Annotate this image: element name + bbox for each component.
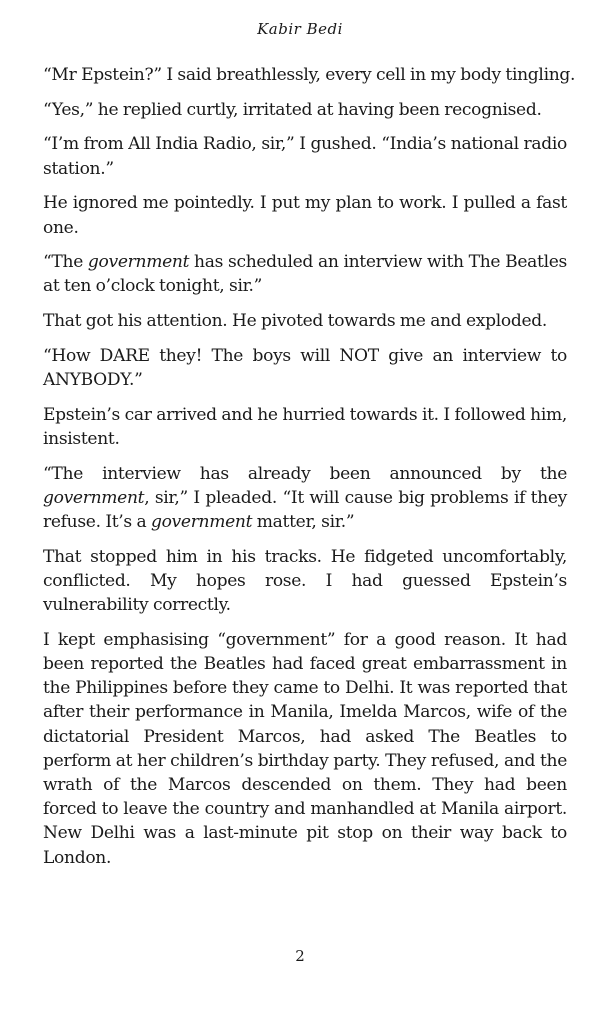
paragraph: [43, 98, 567, 122]
paragraph-text: , sir,” I pleaded. “It will cause big problems if they refuse. It’s a: [43, 487, 567, 533]
paragraph-text: “Yes,” he replied curtly, irritated at having been recognised.: [43, 99, 542, 120]
paragraph-text: He ignored me pointedly. I put my plan to work. I pulled a fast one.: [43, 193, 567, 238]
paragraph: [43, 191, 567, 239]
paragraph: [43, 250, 567, 298]
paragraph-text: I kept emphasising “government” for a good reason. It had been reported the Beatles had faced great embarrassment in the Philippines before they came to Delhi. It was reported that after their performance in Manila, Imelda Marcos, wife of the dictatorial President Marcos, had asked The Beatles to perform at her children’s birthday party. They refused, and the wrath of the Marcos descended on them. They had been forced to leave the country and manhandled at Manila airport. New Delhi was a last-minute pit stop on their way back to London.: [43, 629, 567, 868]
paragraph-text: “I’m from All India Radio, sir,” I gushed. “India’s national radio station.”: [43, 134, 567, 179]
page-number: 2: [295, 947, 305, 965]
emphasis-text: government: [43, 487, 145, 508]
paragraph-text: That got his attention. He pivoted towards me and exploded.: [43, 311, 548, 332]
paragraph-text: Epstein’s car arrived and he hurried towards it. I followed him, insistent.: [43, 404, 567, 449]
paragraph-text: “The: [43, 252, 88, 273]
paragraph: [43, 63, 576, 87]
paragraph: [43, 545, 567, 618]
paragraph-text: has scheduled an interview with The Beatles at ten o’clock tonight, sir.”: [43, 252, 567, 297]
emphasis-text: government: [150, 512, 253, 533]
paragraph: [43, 309, 567, 333]
emphasis-text: government: [87, 252, 190, 273]
paragraph-text: matter, sir.”: [252, 512, 355, 533]
paragraph-text: That stopped him in his tracks. He fidgeted uncomfortably, conflicted. My hopes rose. I had guessed Epstein’s vulnerability correctly.: [43, 546, 567, 616]
body-text: [43, 63, 576, 880]
paragraph-text: “How DARE they! The boys will NOT give an interview to ANYBODY.”: [43, 345, 567, 391]
paragraph-text: “Mr Epstein?” I said breathlessly, every cell in my body tingling.: [43, 65, 576, 85]
paragraph: [43, 132, 567, 180]
running-head: Kabir Bedi: [257, 20, 343, 38]
paragraph-text: “The interview has already been announced by the: [43, 463, 567, 484]
paragraph: [43, 344, 567, 392]
paragraph: [43, 403, 567, 451]
paragraph: [43, 628, 567, 870]
paragraph: [43, 462, 567, 535]
